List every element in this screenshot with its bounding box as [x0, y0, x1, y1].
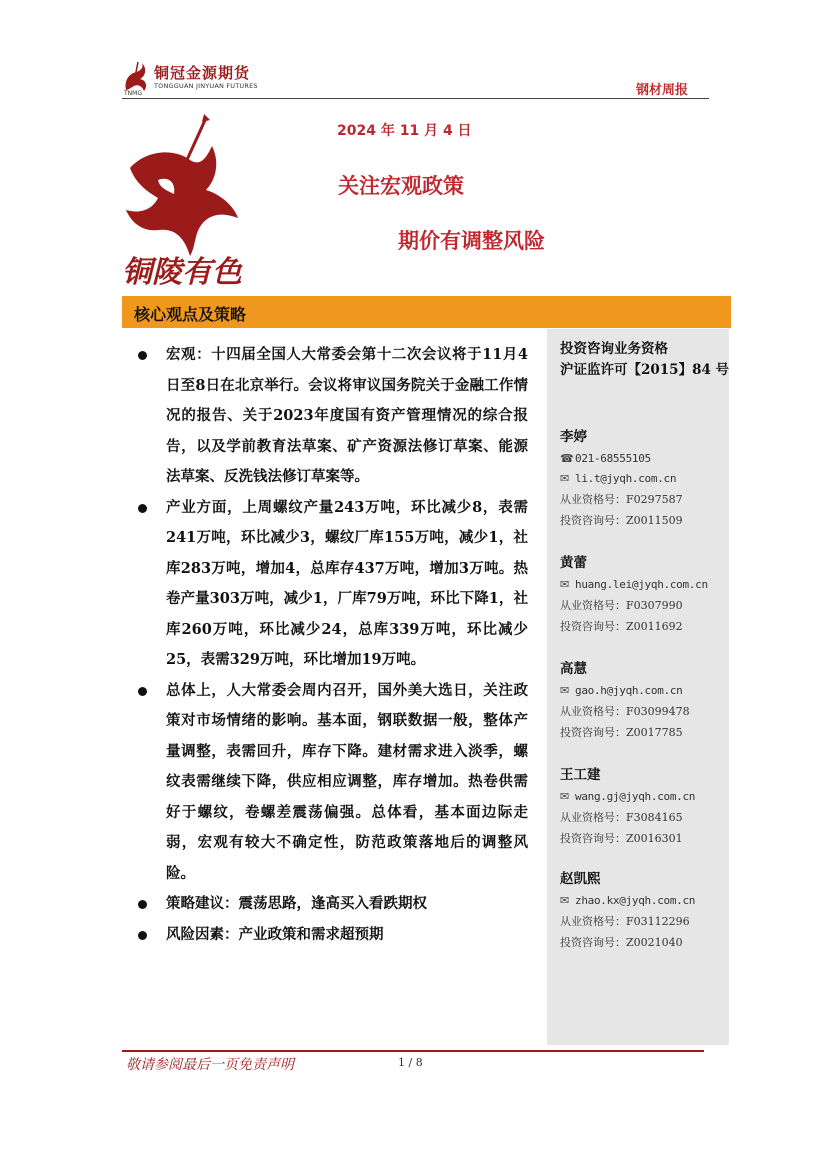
analyst-name: 黄蕾: [560, 555, 587, 571]
analyst-qualification: 从业资格号：F3084165: [560, 811, 683, 824]
bullet-text: 宏观：十四届全国人大常委会第十二次会议将于11月4日至8日在北京举行。会议将审议国务院关于金融工作情况的报告、关于2023年度国有资产管理情况的综合报告，以及学前教育法草案、矿产资源法修订草案、能源法草案、反洗钱法修订草案等。: [166, 346, 528, 485]
mail-icon: ✉: [560, 472, 569, 485]
company-logo-icon: [122, 60, 150, 94]
bullet-strategy: [122, 889, 528, 920]
bullet-text: 策略建议：震荡思路，逢高买入看跌期权: [166, 895, 427, 912]
core-views-list: [122, 340, 528, 950]
bullet-dot-icon: [138, 351, 147, 360]
bullet-macro: [122, 340, 528, 493]
report-title-line1: 关注宏观政策: [338, 174, 464, 198]
company-name-en: TONGGUAN JINYUAN FUTURES: [154, 82, 258, 90]
report-type: 钢材周报: [635, 83, 688, 98]
bullet-dot-icon: [138, 504, 147, 513]
analyst-phone: 021-68555105: [575, 452, 651, 465]
analyst-email[interactable]: zhao.kx@jyqh.com.cn: [575, 894, 696, 907]
bullet-risk: [122, 920, 528, 951]
analyst-name: 赵凯熙: [560, 871, 601, 887]
report-date: 2024 年 11 月 4 日: [337, 123, 472, 139]
footer-divider: [122, 1050, 704, 1052]
bullet-industry: [122, 493, 528, 676]
bullet-dot-icon: [138, 687, 147, 696]
header-divider: [122, 98, 709, 99]
analyst-consult-id: 投资咨询号：Z0021040: [560, 936, 683, 949]
mail-icon: ✉: [560, 684, 569, 697]
analyst-email[interactable]: gao.h@jyqh.com.cn: [575, 684, 683, 697]
bullet-text: 总体上，人大常委会周内召开，国外美大选日，关注政策对市场情绪的影响。基本面，钢联数据一般，整体产量调整，表需回升，库存下降。建材需求进入淡季，螺纹表需继续下降，供应相应调整，库存增加。热卷供需好于螺纹，卷螺差震荡偏强。总体看，基本面边际走弱，宏观有较大不确定性，防范政策落地后的调整风险。: [166, 681, 528, 882]
phone-icon: ☎: [560, 452, 574, 465]
analyst-name: 王工建: [560, 767, 601, 783]
bullet-text: 风险因素：产业政策和需求超预期: [166, 925, 384, 943]
analyst-card: [560, 765, 728, 849]
analyst-name: 高慧: [560, 661, 587, 677]
report-title-line2: 期价有调整风险: [398, 229, 545, 253]
analyst-card: [560, 659, 728, 743]
mail-icon: ✉: [560, 790, 569, 803]
analyst-consult-id: 投资咨询号：Z0017785: [560, 726, 683, 739]
bullet-summary: [122, 676, 528, 890]
analyst-email[interactable]: huang.lei@jyqh.com.cn: [575, 578, 708, 591]
brand-mark-text: 铜陵有色: [122, 255, 242, 290]
analyst-name: 李婷: [560, 429, 587, 445]
analyst-sidebar: [547, 329, 729, 1045]
qualification-line2: 沪证监许可【2015】84 号: [560, 362, 730, 378]
page-number: 1 / 8: [398, 1056, 423, 1069]
analyst-card: [560, 869, 728, 953]
bullet-dot-icon: [138, 900, 147, 909]
qualification-line1: 投资咨询业务资格: [560, 341, 668, 357]
analyst-card: [560, 427, 728, 531]
analyst-qualification: 从业资格号：F0307990: [560, 599, 683, 612]
analyst-qualification: 从业资格号：F03112296: [560, 915, 690, 928]
company-name-cn: 铜冠金源期货: [154, 64, 251, 82]
mail-icon: ✉: [560, 578, 569, 591]
mail-icon: ✉: [560, 894, 569, 907]
bullet-dot-icon: [138, 931, 147, 940]
bullet-text: 产业方面，上周螺纹产量243万吨，环比减少8，表需241万吨，环比减少3，螺纹厂库155万吨，减少1，社库283万吨，增加4，总库存437万吨，增加3万吨。热卷产量303万吨，减少1，厂库79万吨，环比下降1，社库260万吨，环比减少24，总库339万吨，环比减少25，表需329万吨，环比增加19万吨。: [166, 498, 528, 668]
analyst-consult-id: 投资咨询号：Z0011509: [560, 514, 683, 527]
analyst-qualification: 从业资格号：F03099478: [560, 705, 690, 718]
analyst-email[interactable]: wang.gj@jyqh.com.cn: [575, 790, 696, 803]
analyst-card: [560, 553, 728, 637]
section-title: 核心观点及策略: [134, 305, 247, 324]
brand-mark-icon: [118, 110, 253, 290]
company-abbr: TNMG: [124, 90, 142, 97]
analyst-email[interactable]: li.t@jyqh.com.cn: [575, 472, 677, 485]
analyst-consult-id: 投资咨询号：Z0016301: [560, 832, 683, 845]
disclaimer-note: 敬请参阅最后一页免责声明: [126, 1057, 294, 1073]
analyst-qualification: 从业资格号：F0297587: [560, 493, 683, 506]
analyst-consult-id: 投资咨询号：Z0011692: [560, 620, 683, 633]
